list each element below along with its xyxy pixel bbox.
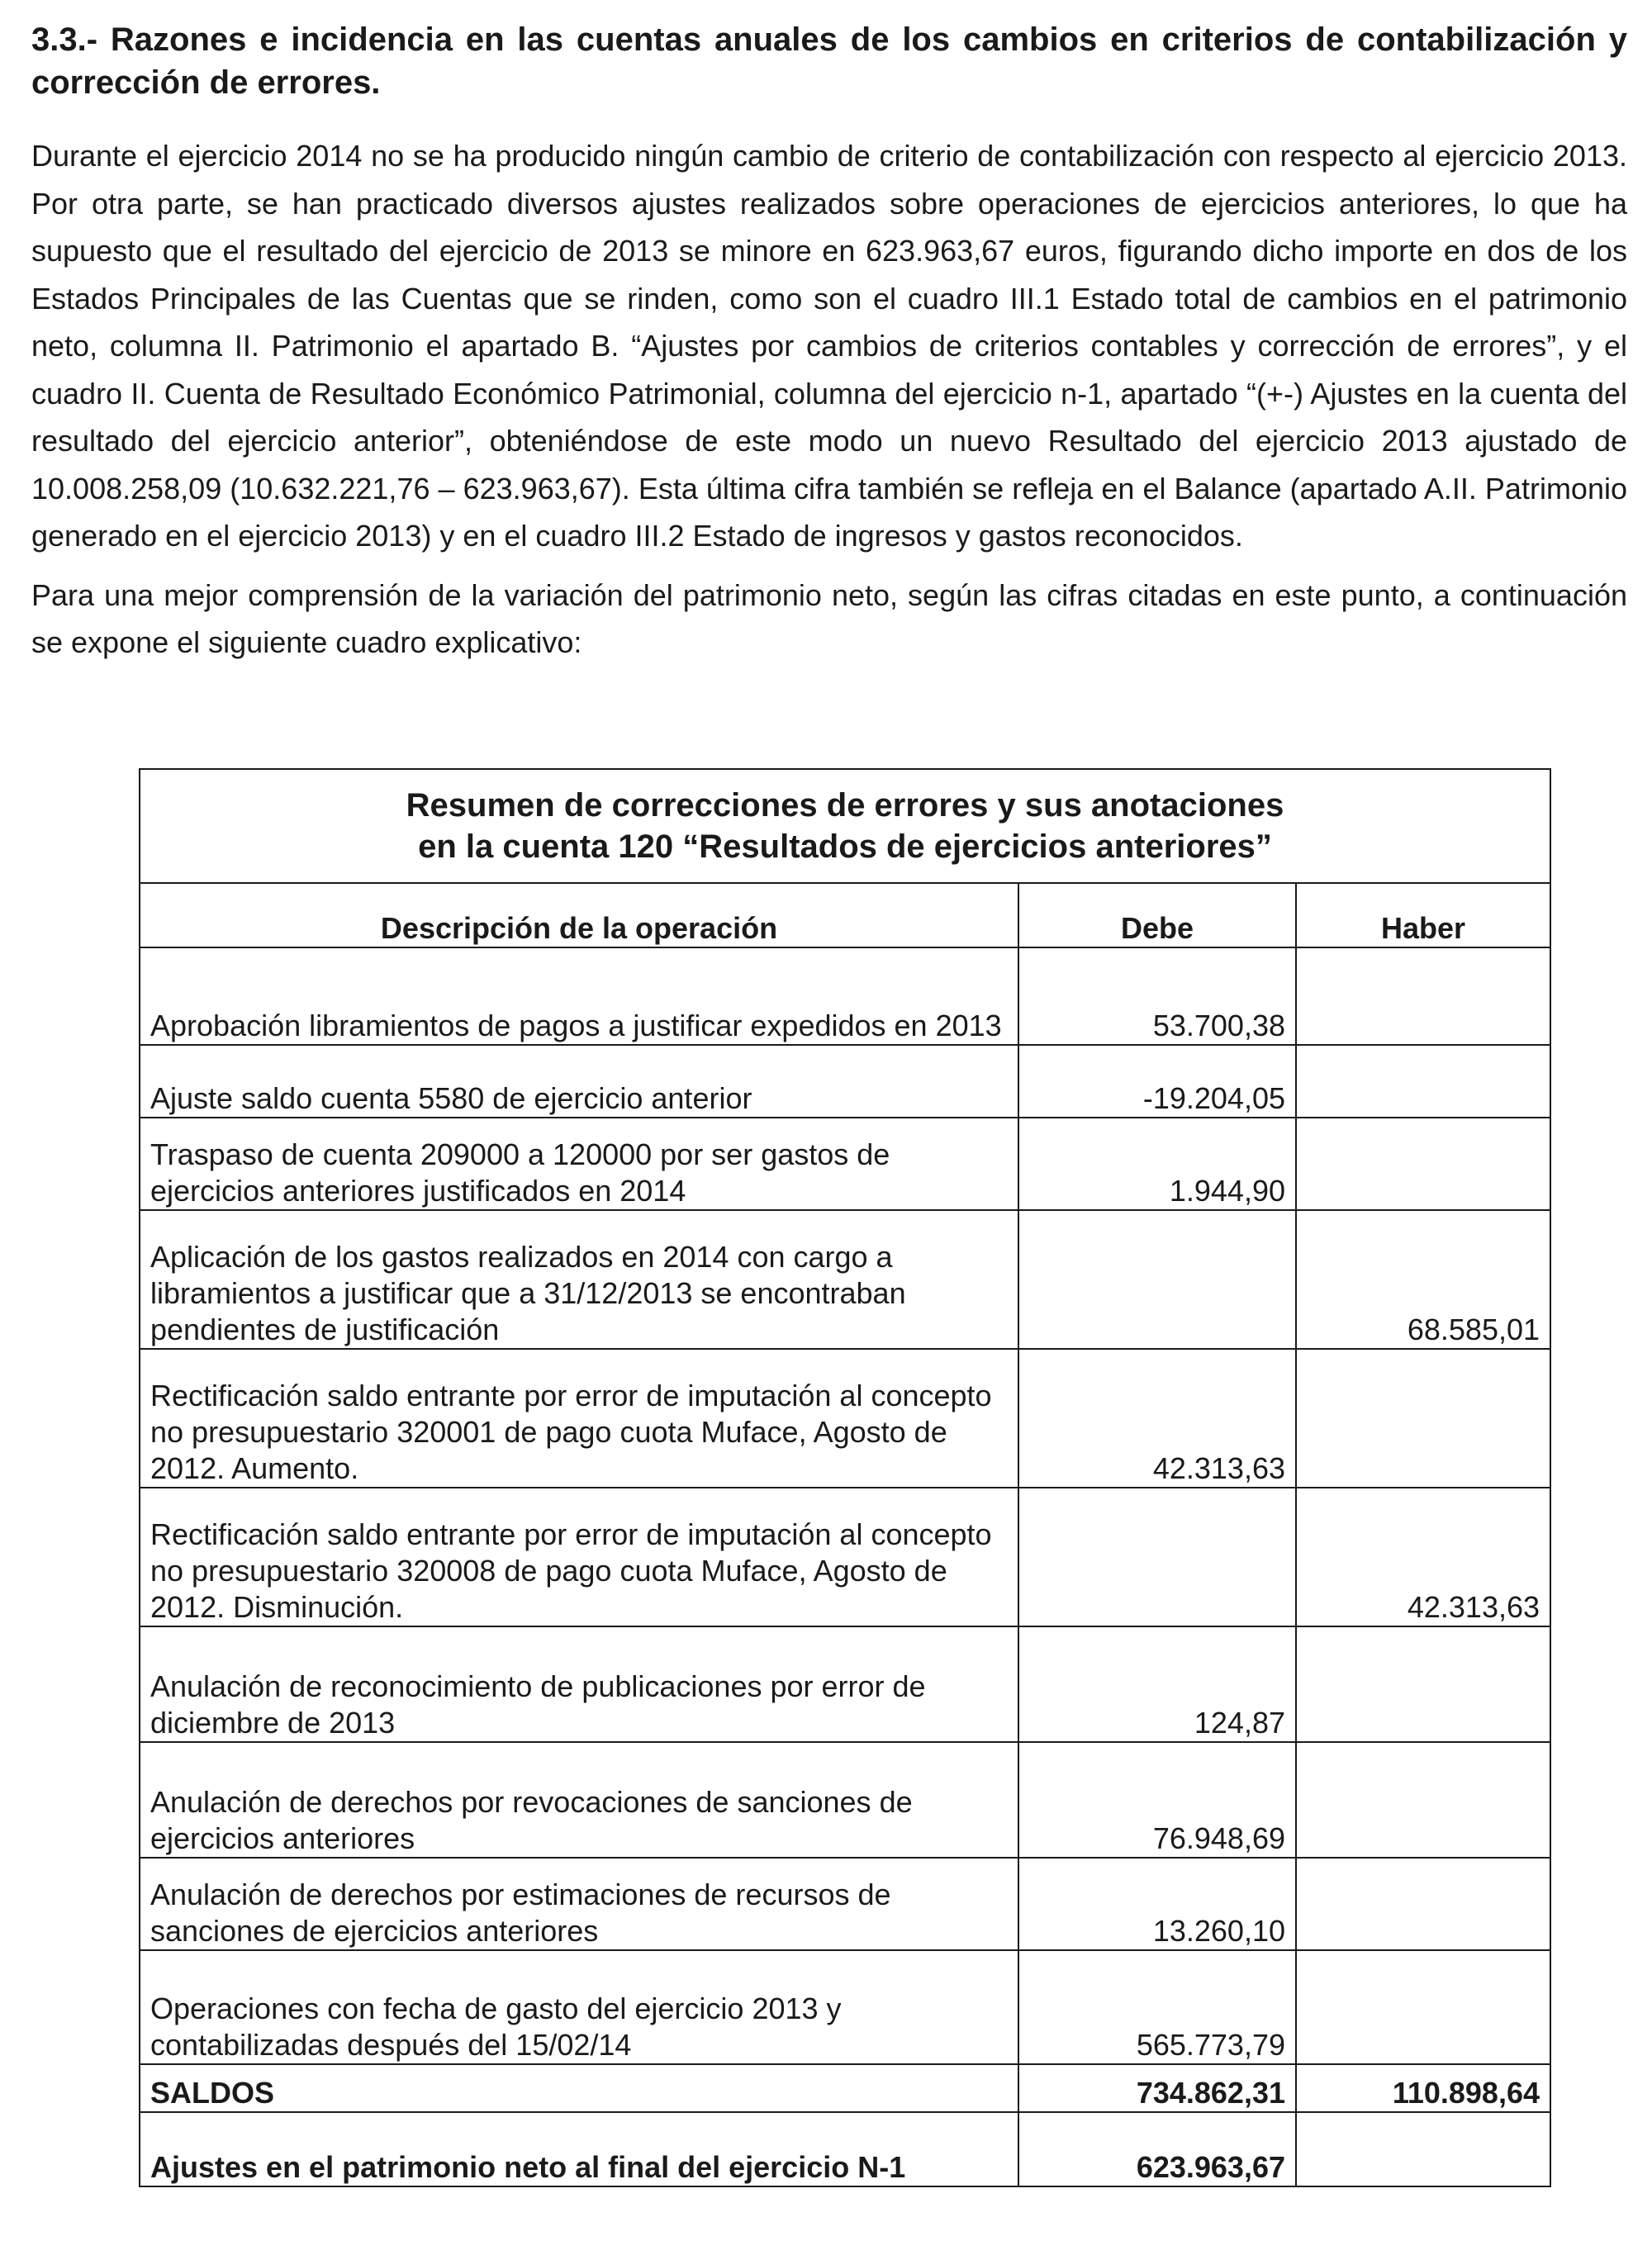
- adjustment-label: Ajustes en el patrimonio neto al final del ejercicio N-1: [140, 2112, 1018, 2186]
- row-credit: 42.313,63: [1296, 1488, 1550, 1626]
- table-header-row: [140, 883, 1550, 947]
- adjustment-row: [140, 2112, 1550, 2186]
- row-debit: [1018, 1488, 1296, 1626]
- table-row: [140, 1210, 1550, 1349]
- row-credit: [1296, 1950, 1550, 2064]
- row-credit: [1296, 1045, 1550, 1118]
- adjustment-debit: 623.963,67: [1018, 2112, 1296, 2186]
- table-row: [140, 1488, 1550, 1626]
- corrections-summary-table: [139, 768, 1551, 2187]
- row-credit: [1296, 947, 1550, 1045]
- totals-row: [140, 2064, 1550, 2112]
- table-row: [140, 1742, 1550, 1858]
- row-description: Aplicación de los gastos realizados en 2014 con cargo a libramientos a justificar que a 31/12/2013 se encontraban pendientes de justificación: [140, 1210, 1018, 1349]
- adjustment-credit: [1296, 2112, 1550, 2186]
- row-description: Anulación de reconocimiento de publicaciones por error de diciembre de 2013: [140, 1626, 1018, 1742]
- row-debit: [1018, 1210, 1296, 1349]
- row-credit: [1296, 1349, 1550, 1488]
- row-description: Operaciones con fecha de gasto del ejercicio 2013 y contabilizadas después del 15/02/14: [140, 1950, 1018, 2064]
- table-title-row: [140, 769, 1550, 883]
- document-page: [31, 18, 1627, 678]
- row-credit: [1296, 1858, 1550, 1950]
- row-description: Rectificación saldo entrante por error de imputación al concepto no presupuestario 320001 de pago cuota Muface, Agosto de 2012. Aumento.: [140, 1349, 1018, 1488]
- header-description: Descripción de la operación: [140, 883, 1018, 947]
- row-debit: -19.204,05: [1018, 1045, 1296, 1118]
- row-credit: 68.585,01: [1296, 1210, 1550, 1349]
- totals-debit: 734.862,31: [1018, 2064, 1296, 2112]
- header-debit: Debe: [1018, 883, 1296, 947]
- table-row: [140, 1118, 1550, 1210]
- totals-credit: 110.898,64: [1296, 2064, 1550, 2112]
- row-description: Aprobación libramientos de pagos a justificar expedidos en 2013: [140, 947, 1018, 1045]
- table-title-line-1: Resumen de correcciones de errores y sus anotaciones: [406, 787, 1284, 824]
- table-row: [140, 1045, 1550, 1118]
- row-debit: 565.773,79: [1018, 1950, 1296, 2064]
- table-row: [140, 1349, 1550, 1488]
- header-credit: Haber: [1296, 883, 1550, 947]
- row-debit: 13.260,10: [1018, 1858, 1296, 1950]
- table-row: [140, 1858, 1550, 1950]
- row-credit: [1296, 1742, 1550, 1858]
- table-row: [140, 1626, 1550, 1742]
- row-debit: 124,87: [1018, 1626, 1296, 1742]
- section-heading: 3.3.- Razones e incidencia en las cuentas anuales de los cambios en criterios de contabilización y corrección de errores.: [31, 21, 1627, 101]
- table-row: [140, 947, 1550, 1045]
- row-credit: [1296, 1118, 1550, 1210]
- table-title: [140, 769, 1550, 883]
- row-credit: [1296, 1626, 1550, 1742]
- row-description: Traspaso de cuenta 209000 a 120000 por ser gastos de ejercicios anteriores justificados en 2014: [140, 1118, 1018, 1210]
- row-debit: 76.948,69: [1018, 1742, 1296, 1858]
- totals-label: SALDOS: [140, 2064, 1018, 2112]
- row-description: Rectificación saldo entrante por error de imputación al concepto no presupuestario 320008 de pago cuota Muface, Agosto de 2012. Disminución.: [140, 1488, 1018, 1626]
- body-paragraph-1: Durante el ejercicio 2014 no se ha producido ningún cambio de criterio de contabilización con respecto al ejercicio 2013. Por otra parte, se han practicado diversos ajustes realizados sobre operaciones de ejercicios anteriores, lo que ha supuesto que el resultado del ejercicio de 2013 se minore en 623.963,67 euros, figurando dicho importe en dos de los Estados Principales de las Cuentas que se rinden, como son el cuadro III.1 Estado total de cambios en el patrimonio neto, columna II. Patrimonio el apartado B. “Ajustes por cambios de criterios contables y corrección de errores”, y el cuadro II. Cuenta de Resultado Económico Patrimonial, columna del ejercicio n-1, apartado “(+-) Ajustes en la cuenta del resultado del ejercicio anterior”, obteniéndose de este modo un nuevo Resultado del ejercicio 2013 ajustado de 10.008.258,09 (10.632.221,76 – 623.963,67). Esta última cifra también se refleja en el Balance (apartado A.II. Patrimonio generado en el ejercicio 2013) y en el cuadro III.2 Estado de ingresos y gastos reconocidos.: [31, 139, 1627, 553]
- body-paragraph-2: Para una mejor comprensión de la variación del patrimonio neto, según las cifras citadas en este punto, a continuación se expone el siguiente cuadro explicativo:: [31, 577, 1627, 659]
- row-debit: 42.313,63: [1018, 1349, 1296, 1488]
- row-description: Anulación de derechos por estimaciones de recursos de sanciones de ejercicios anteriores: [140, 1858, 1018, 1950]
- row-debit: 53.700,38: [1018, 947, 1296, 1045]
- table-row: [140, 1950, 1550, 2064]
- row-description: Ajuste saldo cuenta 5580 de ejercicio anterior: [140, 1045, 1018, 1118]
- row-description: Anulación de derechos por revocaciones de sanciones de ejercicios anteriores: [140, 1742, 1018, 1858]
- table-title-line-2: en la cuenta 120 “Resultados de ejercicios anteriores”: [418, 828, 1272, 865]
- row-debit: 1.944,90: [1018, 1118, 1296, 1210]
